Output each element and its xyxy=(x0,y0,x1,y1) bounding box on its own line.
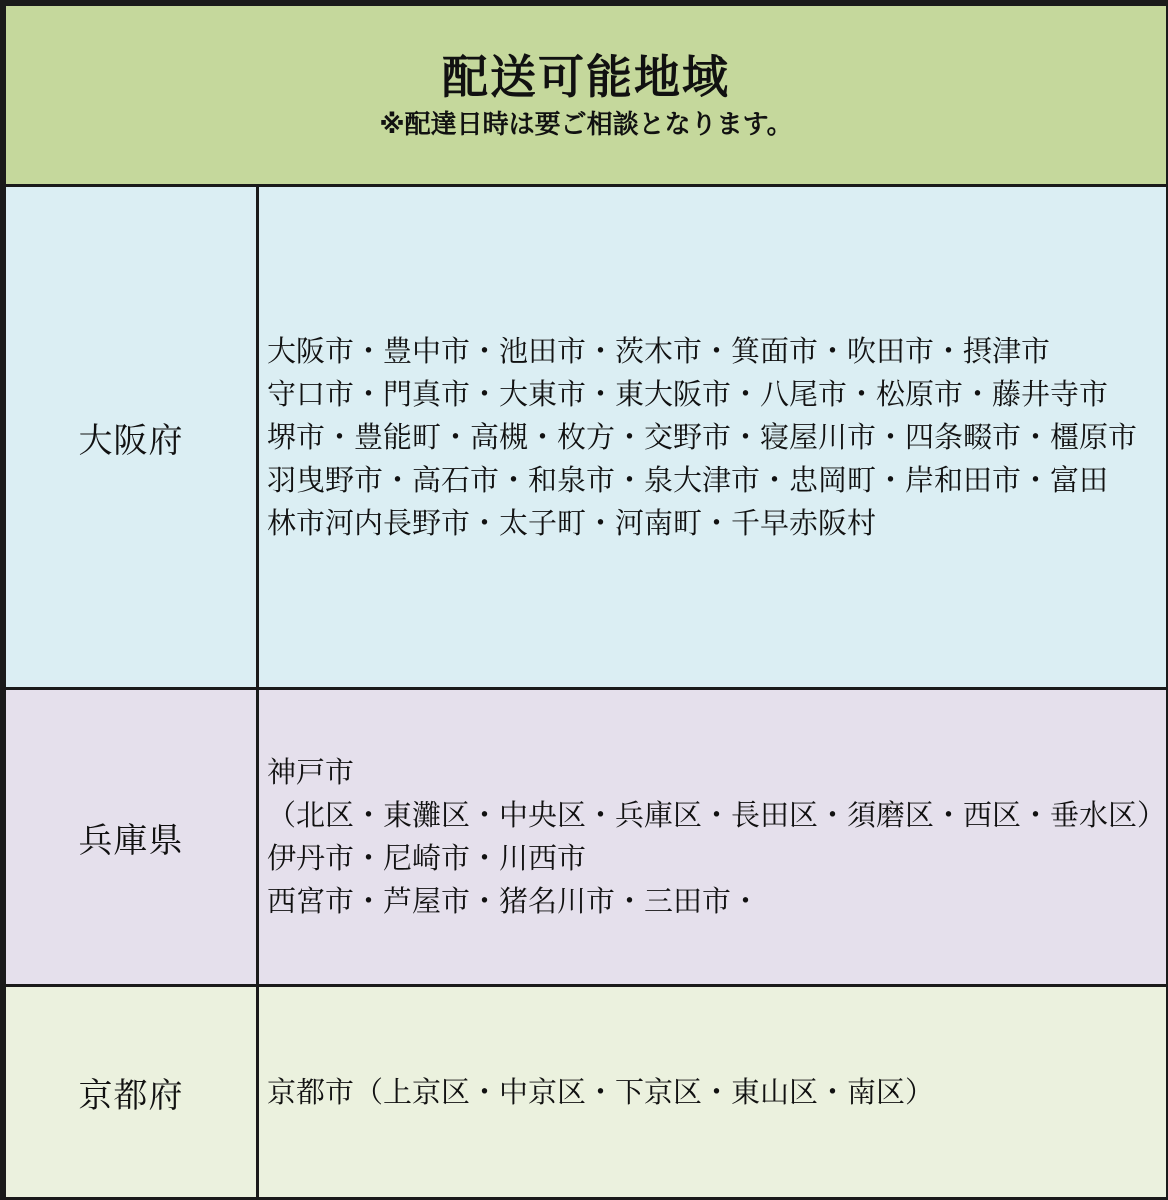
area-line: （北区・東灘区・中央区・兵庫区・長田区・須磨区・西区・垂水区） xyxy=(267,798,1166,832)
delivery-note: ※配達日時は要ご相談となります。 xyxy=(379,110,793,140)
area-list xyxy=(259,690,1166,984)
page-title: 配送可能地域 xyxy=(442,50,730,104)
area-line: 京都市（上京区・中京区・下京区・東山区・南区） xyxy=(267,1074,935,1109)
area-line: 大阪市・豊中市・池田市・茨木市・箕面市・吹田市・摂津市 xyxy=(267,333,1051,368)
table-header xyxy=(6,6,1166,184)
prefecture-label: 大阪府 xyxy=(6,187,256,687)
area-line: 羽曳野市・高石市・和泉市・泉大津市・忠岡町・岸和田市・富田 xyxy=(267,462,1109,497)
prefecture-label: 京都府 xyxy=(6,987,256,1197)
area-line: 西宮市・芦屋市・猪名川市・三田市・ xyxy=(267,884,761,918)
area-line: 守口市・門真市・大東市・東大阪市・八尾市・松原市・藤井寺市 xyxy=(267,376,1109,411)
area-line: 伊丹市・尼崎市・川西市 xyxy=(267,841,587,875)
area-list xyxy=(259,187,1166,687)
region-row-kyoto xyxy=(6,987,1166,1197)
area-line: 林市河内長野市・太子町・河南町・千早赤阪村 xyxy=(267,505,877,540)
area-line: 堺市・豊能町・高槻・枚方・交野市・寝屋川市・四条畷市・橿原市 xyxy=(267,419,1138,454)
area-list xyxy=(259,987,1166,1197)
region-row-hyogo xyxy=(6,690,1166,984)
prefecture-label: 兵庫県 xyxy=(6,690,256,984)
region-row-osaka xyxy=(6,187,1166,687)
area-line: 神戸市 xyxy=(267,755,355,789)
